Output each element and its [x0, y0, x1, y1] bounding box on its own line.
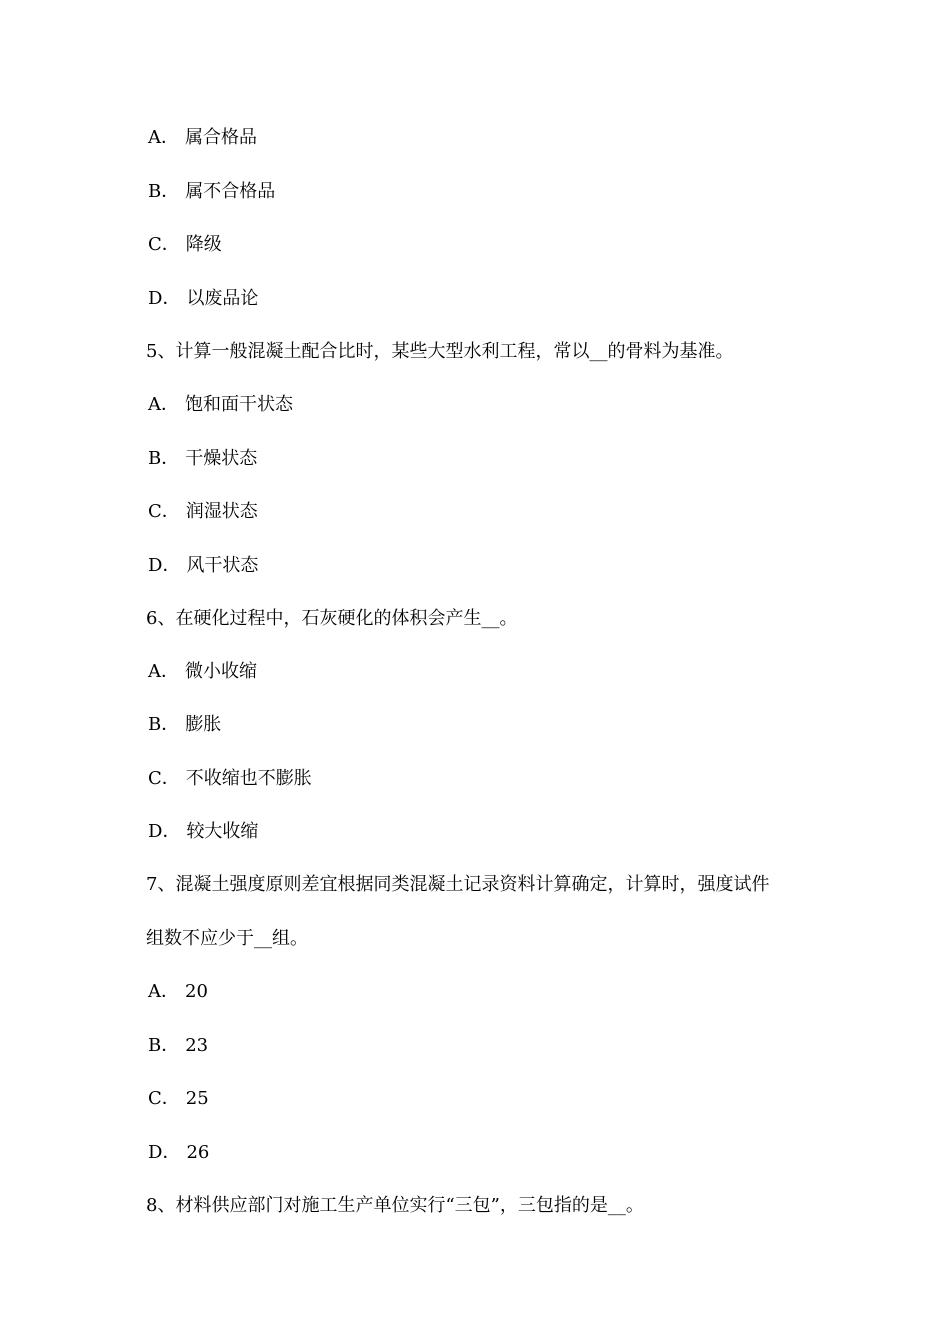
option-text: 干燥状态 — [185, 448, 258, 469]
option-q6-d — [148, 820, 258, 844]
option-q7-d — [148, 1141, 209, 1165]
option-separator: ． — [161, 234, 180, 255]
option-separator: ． — [161, 394, 179, 415]
option-separator: ． — [161, 181, 180, 202]
option-prev-d — [148, 287, 258, 311]
option-text: 26 — [186, 1142, 210, 1163]
option-text: 23 — [185, 1035, 209, 1056]
option-letter: D — [148, 288, 163, 309]
option-q7-c — [148, 1087, 209, 1111]
option-text: 降级 — [185, 234, 222, 255]
option-q5-b — [148, 447, 257, 471]
option-letter: A — [148, 981, 161, 1002]
option-q5-d — [148, 554, 258, 578]
option-letter: D — [148, 1142, 163, 1163]
option-text: 膨胀 — [185, 714, 222, 735]
question-5-stem: 5、计算一般混凝土配合比时，某些大型水利工程，常以__的骨料为基准。 — [146, 341, 734, 362]
option-text: 25 — [185, 1088, 209, 1109]
option-separator: ． — [161, 714, 180, 735]
option-q5-c — [148, 500, 258, 524]
option-q6-c — [148, 767, 312, 791]
option-prev-c — [148, 233, 222, 257]
option-separator: ． — [162, 1142, 181, 1163]
option-text: 较大收缩 — [186, 821, 259, 842]
option-prev-a — [148, 126, 257, 150]
option-letter: D — [148, 821, 163, 842]
option-letter: A — [148, 394, 161, 415]
option-separator: ． — [162, 288, 181, 309]
option-prev-b — [148, 180, 275, 204]
option-letter: C — [148, 234, 162, 255]
option-letter: B — [148, 448, 162, 469]
option-letter: B — [148, 714, 162, 735]
option-text: 饱和面干状态 — [185, 394, 293, 415]
option-separator: ． — [161, 1035, 180, 1056]
option-q6-a — [148, 660, 257, 684]
option-q5-a — [148, 393, 293, 417]
option-text: 以废品论 — [186, 288, 259, 309]
option-letter: C — [148, 1088, 162, 1109]
option-separator: ． — [161, 448, 180, 469]
option-q7-a — [148, 980, 208, 1004]
option-text: 微小收缩 — [185, 661, 257, 682]
option-separator: ． — [162, 555, 181, 576]
option-separator: ． — [161, 661, 179, 682]
option-text: 20 — [185, 981, 208, 1002]
question-8-stem: 8、材料供应部门对施工生产单位实行“三包”，三包指的是__。 — [146, 1195, 644, 1216]
option-separator: ． — [161, 127, 179, 148]
option-separator: ． — [161, 1088, 180, 1109]
option-q7-b — [148, 1034, 208, 1058]
option-separator: ． — [162, 821, 181, 842]
question-6-stem: 6、在硬化过程中，石灰硬化的体积会产生__。 — [146, 608, 518, 629]
option-letter: C — [148, 501, 162, 522]
question-7-stem-line-1: 7、混凝土强度原则差宜根据同类混凝土记录资料计算确定，计算时，强度试件 — [146, 874, 770, 895]
option-text: 风干状态 — [186, 555, 259, 576]
option-letter: A — [148, 127, 161, 148]
option-separator: ． — [161, 501, 180, 522]
option-text: 润湿状态 — [185, 501, 258, 522]
option-text: 属不合格品 — [185, 181, 276, 202]
option-separator: ． — [161, 981, 179, 1002]
option-letter: D — [148, 555, 163, 576]
option-letter: B — [148, 181, 162, 202]
option-letter: C — [148, 768, 162, 789]
option-q6-b — [148, 713, 221, 737]
option-letter: A — [148, 661, 161, 682]
option-text: 属合格品 — [185, 127, 257, 148]
question-7-stem-line-2: 组数不应少于__组。 — [146, 928, 308, 949]
option-letter: B — [148, 1035, 162, 1056]
option-text: 不收缩也不膨胀 — [185, 768, 312, 789]
option-separator: ． — [161, 768, 180, 789]
